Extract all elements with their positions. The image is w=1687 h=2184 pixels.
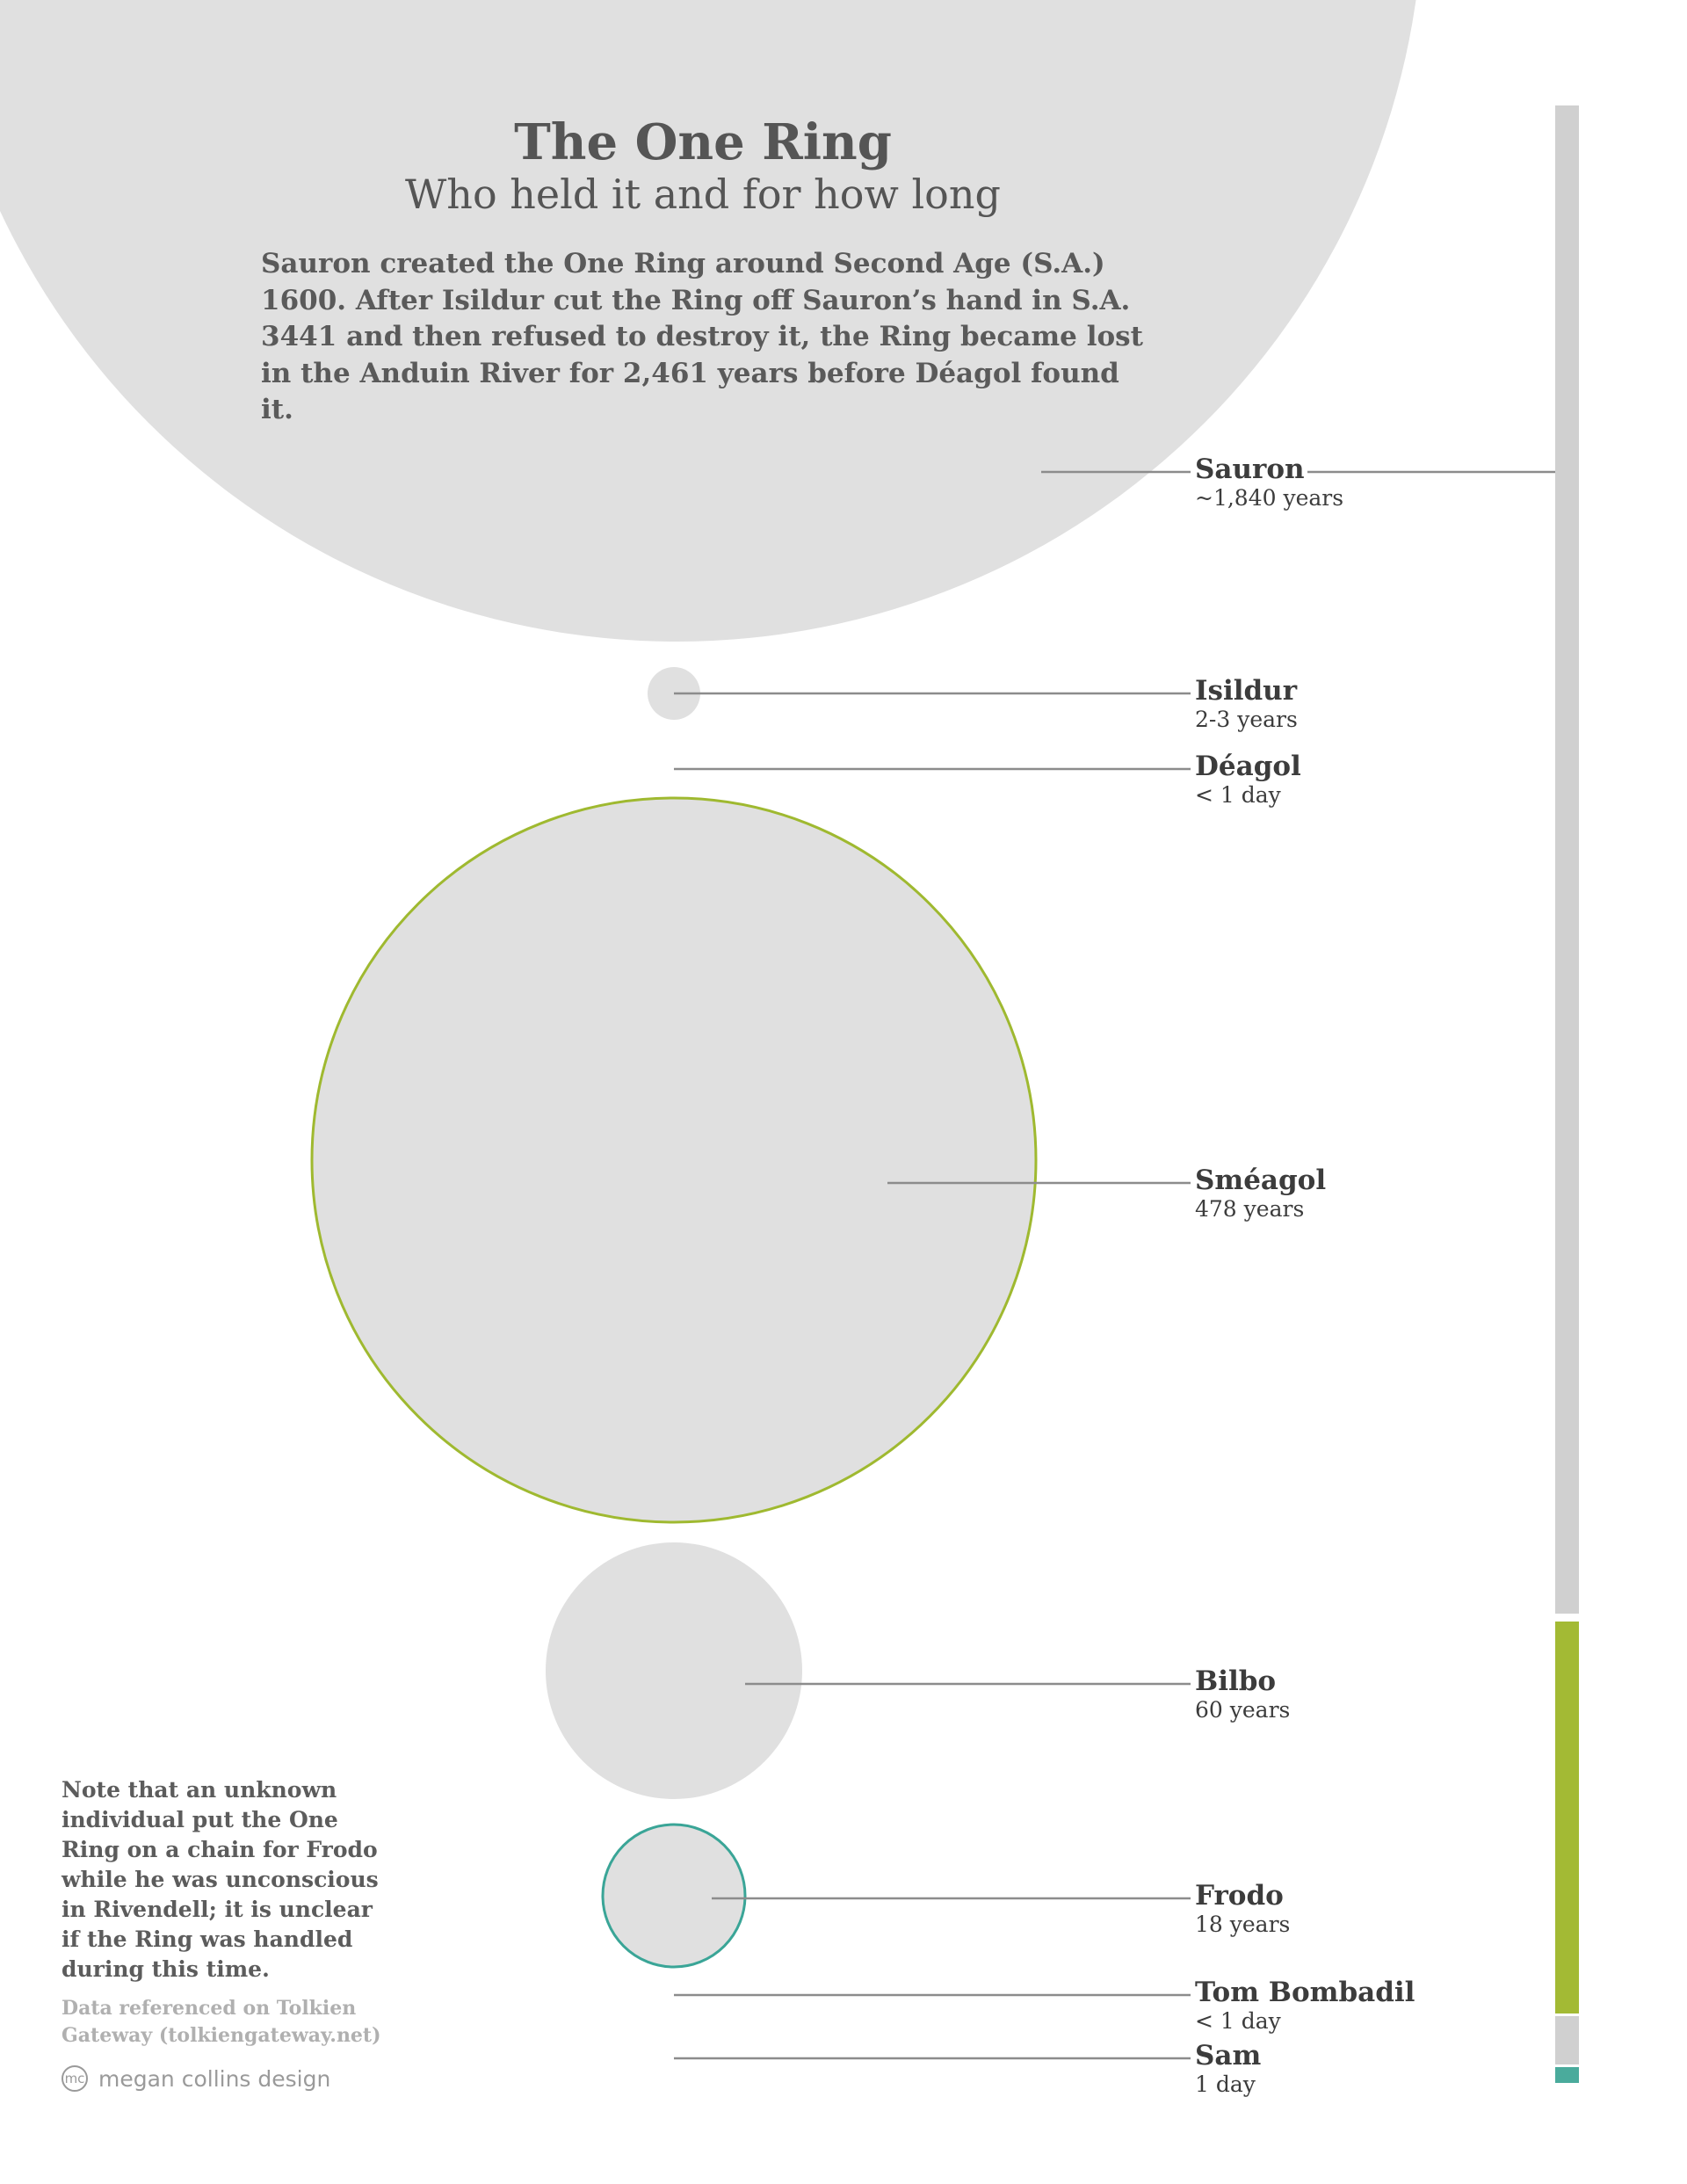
label-bilbo <box>1195 1666 1290 1723</box>
bubble-smeagol <box>312 798 1036 1522</box>
designer-credit <box>62 2065 330 2092</box>
holder-name: Déagol <box>1195 751 1301 782</box>
holder-duration: 18 years <box>1195 1912 1291 1938</box>
bubble-frodo <box>603 1825 745 1967</box>
label-frodo <box>1195 1881 1290 1937</box>
label-deagol <box>1195 751 1301 808</box>
bubble-bilbo <box>546 1542 802 1799</box>
label-sam <box>1195 2041 1261 2097</box>
footnote: Note that an unknown individual put the One Ring on a chain for Frodo while he was unconscious in Rivendell; it is unclear if the Ring was handled during this time. <box>62 1777 379 1982</box>
data-source: Data referenced on Tolkien Gateway (tolkiengateway.net) <box>62 1997 381 2047</box>
chart-title: The One Ring <box>514 113 892 171</box>
holder-duration: 60 years <box>1195 1697 1291 1723</box>
chart-subtitle: Who held it and for how long <box>405 171 1001 218</box>
timeline-bar <box>1555 105 1579 2083</box>
holder-name: Isildur <box>1195 675 1298 707</box>
holder-name: Frodo <box>1195 1880 1284 1912</box>
holder-duration: < 1 day <box>1195 782 1281 809</box>
holder-name: Sauron <box>1195 453 1305 485</box>
timeline-segment-3 <box>1555 2016 1579 2064</box>
timeline-segment-1 <box>1555 105 1579 1614</box>
holder-duration: 2-3 years <box>1195 707 1298 733</box>
designer-logo-icon: mc <box>62 2065 88 2092</box>
holder-name: Bilbo <box>1195 1665 1277 1697</box>
label-isildur <box>1195 676 1298 732</box>
holder-duration: 1 day <box>1195 2072 1256 2098</box>
holder-name: Sam <box>1195 2040 1262 2072</box>
intro-paragraph: Sauron created the One Ring around Second Age (S.A.) 1600. After Isildur cut the Ring off Sauron’s hand in S.A. 3441 and then refused to destroy it, the Ring became lost in the Anduin River for 2,461 years before Déagol found it. <box>261 248 1143 426</box>
holder-name: Tom Bombadil <box>1195 1977 1415 2008</box>
designer-name: megan collins design <box>98 2065 331 2092</box>
label-smeagol <box>1195 1165 1326 1222</box>
label-tom-bombadil <box>1195 1977 1415 2034</box>
timeline-segment-4 <box>1555 2067 1579 2083</box>
holder-duration: 478 years <box>1195 1196 1305 1223</box>
holder-name: Sméagol <box>1195 1165 1327 1196</box>
holder-duration: < 1 day <box>1195 2008 1281 2035</box>
holder-duration: ~1,840 years <box>1195 485 1344 512</box>
label-sauron <box>1195 454 1343 511</box>
timeline-segment-2 <box>1555 1622 1579 2013</box>
